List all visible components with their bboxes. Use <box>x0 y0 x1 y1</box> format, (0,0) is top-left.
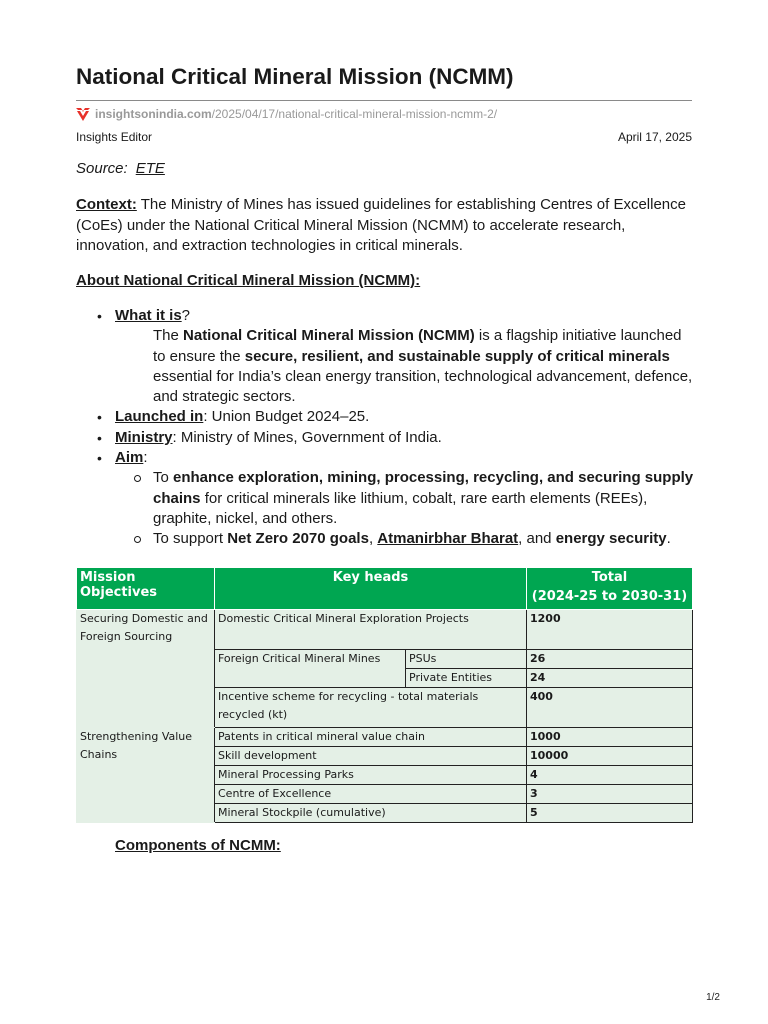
what-description: The National Critical Mineral Mission (NCMM) is a flagship initiative launched to ensure the secure, resilient, and sustainable supply of critical minerals essential for India’s clean energy transition, technological advancement, defence, and strategic sectors. <box>153 327 693 406</box>
aim-colon: : <box>143 449 148 467</box>
header-total: Total (2024-25 to 2030-31) <box>527 568 693 610</box>
total-cell: 4 <box>527 766 693 785</box>
key-head-cell: Patents in critical mineral value chain <box>215 728 527 747</box>
context-paragraph <box>76 195 696 257</box>
header-mission-objectives: Mission Objectives <box>77 568 215 610</box>
aim-sub-item-1: To enhance exploration, mining, processing, recycling, and securing supply chains for critical minerals like lithium, cobalt, rare earth elements (REEs), graphite, nickel, and others. <box>76 468 696 529</box>
what-q: ? <box>181 307 191 324</box>
publish-date: April 17, 2025 <box>617 130 692 144</box>
context-text: The Ministry of Mines has issued guidelines for establishing Centres of Excellence (CoEs) under the National Critical Mineral Mission (NCMM) to accelerate research, innovation, and extraction technologies in critical minerals. <box>76 196 686 254</box>
bullet-list <box>76 306 696 550</box>
table-header-row <box>77 568 693 610</box>
aim-label: Aim <box>115 449 144 467</box>
list-item-ministry <box>76 428 696 448</box>
total-cell: 10000 <box>527 747 693 766</box>
total-cell: 26 <box>527 650 693 669</box>
key-head-cell: Centre of Excellence <box>215 785 527 804</box>
aim-sub-item-2: To support Net Zero 2070 goals, Atmanirbhar Bharat, and energy security. <box>76 529 696 549</box>
key-head-cell: Domestic Critical Mineral Exploration Projects <box>215 610 527 650</box>
list-item-launched <box>76 407 696 427</box>
launched-text: : Union Budget 2024–25. <box>203 408 370 426</box>
url-path[interactable]: /2025/04/17/national-critical-mineral-mission-ncmm-2/ <box>211 107 498 121</box>
table-row <box>77 728 693 747</box>
key-head-cell: Mineral Stockpile (cumulative) <box>215 804 527 823</box>
header-key-heads: Key heads <box>215 568 527 610</box>
source-line <box>76 160 165 177</box>
ministry-label: Ministry <box>115 428 173 446</box>
total-cell: 5 <box>527 804 693 823</box>
table-row <box>77 610 693 650</box>
insights-logo-icon <box>76 108 90 121</box>
about-heading: About National Critical Mineral Mission (NCMM): <box>76 272 421 289</box>
author: Insights Editor <box>76 130 153 144</box>
context-label: Context: <box>76 196 137 213</box>
key-head-cell: Foreign Critical Mineral Mines <box>215 650 406 688</box>
components-heading: Components of NCMM: <box>115 837 281 854</box>
ministry-text: : Ministry of Mines, Government of India. <box>172 428 442 446</box>
title-divider <box>76 100 692 101</box>
launched-label: Launched in <box>115 408 204 426</box>
page-number: 1/2 <box>706 992 720 1003</box>
key-head-cell: Incentive scheme for recycling - total materials recycled (kt) <box>215 688 527 728</box>
what-label: What it is <box>115 307 182 324</box>
source-url[interactable] <box>76 107 497 121</box>
total-cell: 1200 <box>527 610 693 650</box>
total-cell: 24 <box>527 669 693 688</box>
sub-head-cell: Private Entities <box>406 669 527 688</box>
mission-objectives-table <box>76 567 693 823</box>
url-domain[interactable]: insightsonindia.com <box>95 107 212 121</box>
total-cell: 400 <box>527 688 693 728</box>
source-link[interactable]: ETE <box>135 160 165 177</box>
key-head-cell: Mineral Processing Parks <box>215 766 527 785</box>
total-cell: 3 <box>527 785 693 804</box>
page-title: National Critical Mineral Mission (NCMM) <box>76 64 514 89</box>
list-item-what <box>76 306 696 326</box>
sub-head-cell: PSUs <box>406 650 527 669</box>
total-cell: 1000 <box>527 728 693 747</box>
objective-cell-2: Strengthening Value Chains <box>77 728 215 823</box>
key-head-cell: Skill development <box>215 747 527 766</box>
objective-cell-1: Securing Domestic and Foreign Sourcing <box>77 610 215 728</box>
list-item-aim <box>76 448 696 468</box>
source-label: Source: <box>76 160 128 177</box>
